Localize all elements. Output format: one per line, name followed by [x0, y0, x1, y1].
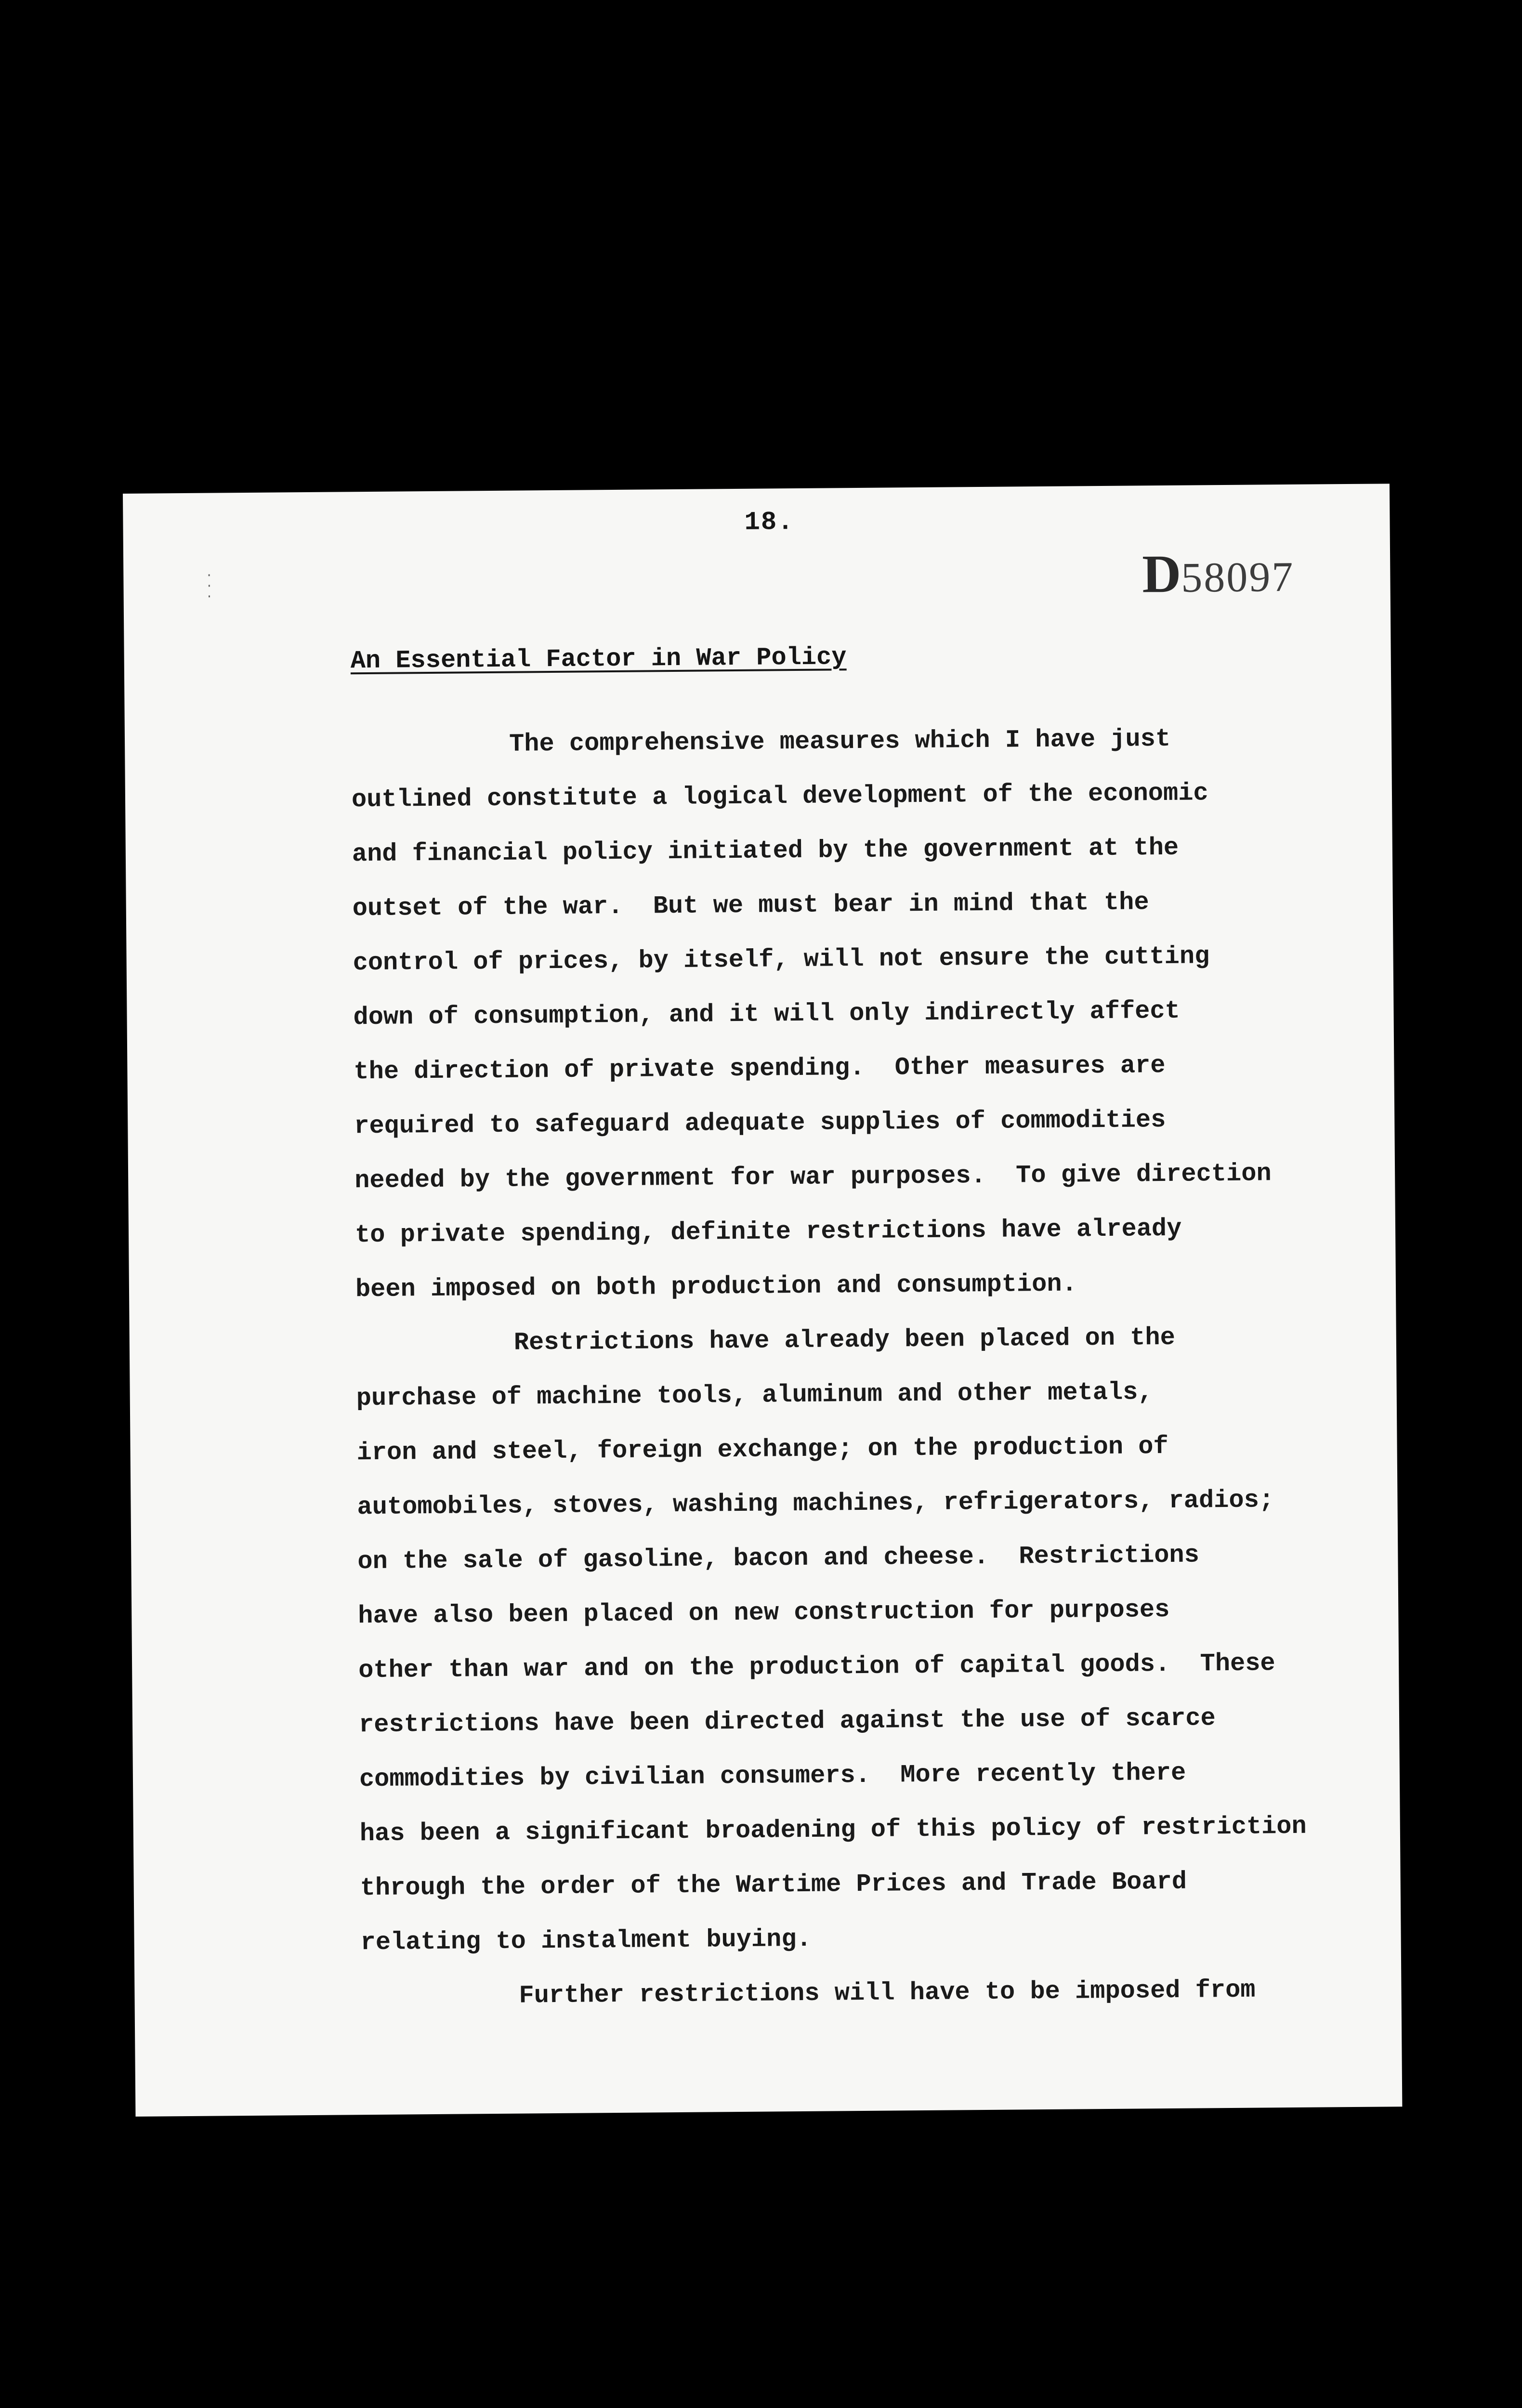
text-line: been imposed on both production and consumption. [355, 1269, 1077, 1304]
text-line: Restrictions have already been placed on the [513, 1323, 1176, 1357]
text-line: other than war and on the production of capital goods. These [358, 1649, 1275, 1685]
text-line: commodities by civilian consumers. More recently there [359, 1758, 1186, 1794]
text-line: required to safeguard adequate supplies of commodities [354, 1106, 1166, 1141]
stamp-letter: D [1142, 544, 1181, 604]
page-number: 18. [744, 508, 794, 537]
text-line: relating to instalment buying. [360, 1924, 812, 1957]
text-line: to private spending, definite restrictions have already [354, 1214, 1182, 1250]
document-page [123, 484, 1402, 2117]
text-line: Further restrictions will have to be imposed from [519, 1976, 1256, 2010]
text-line: on the sale of gasoline, bacon and cheese. Restrictions [357, 1541, 1200, 1576]
text-line: the direction of private spending. Other measures are [354, 1051, 1166, 1086]
text-line: through the order of the Wartime Prices and Trade Board [360, 1867, 1187, 1903]
text-line: restrictions have been directed against the use of scarce [358, 1704, 1216, 1740]
text-line: control of prices, by itself, will not ensure the cutting [353, 942, 1210, 978]
text-line: down of consumption, and it will only indirectly affect [353, 996, 1181, 1032]
text-line: The comprehensive measures which I have just [509, 724, 1171, 759]
stamp-number: 58097 [1181, 553, 1295, 602]
text-line: outlined constitute a logical development of the economic [351, 779, 1208, 814]
text-line: iron and steel, foreign exchange; on the production of [356, 1432, 1168, 1467]
text-line: have also been placed on new construction for purposes [358, 1596, 1170, 1631]
text-line: and financial policy initiated by the government at the [352, 833, 1179, 869]
body-text [351, 710, 1373, 2024]
section-heading: An Essential Factor in War Policy [350, 643, 847, 676]
text-line: needed by the government for war purposes. To give direction [354, 1159, 1272, 1195]
archive-stamp [1142, 542, 1295, 605]
text-line: purchase of machine tools, aluminum and other metals, [356, 1378, 1153, 1413]
text-line: outset of the war. But we must bear in mind that the [352, 888, 1149, 923]
margin-mark: · · · [205, 568, 213, 604]
text-line: automobiles, stoves, washing machines, refrigerators, radios; [357, 1486, 1274, 1522]
text-line: has been a significant broadening of this policy of restriction [359, 1812, 1307, 1848]
